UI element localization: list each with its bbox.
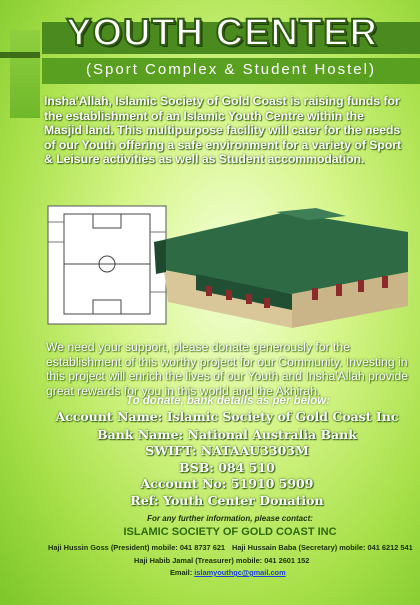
bank-name: Bank Name: National Australia Bank (97, 427, 357, 442)
intro-paragraph: Insha'Allah, Islamic Society of Gold Coast is raising funds for the establishment of an Islamic Youth Centre within the Masjid land. This multipurpose facility will cater for the needs of our Youth offering a safe environment for a variety of Sport & Leisure activities as well as Student accommodation. (44, 94, 402, 167)
email-link[interactable]: islamyouthgc@gmail.com (194, 568, 286, 577)
sports-hall (154, 208, 408, 328)
bsb-number: BSB: 084 510 (179, 460, 275, 475)
contact-treasurer: Haji Habib Jamal (Treasurer) mobile: 041 2601 152 (134, 556, 310, 565)
appeal-paragraph: We need your support, please donate generously for the establishment of this worthy project for our Community. Investing in this project will enrich the lives of our Youth and Insha'Allah provide great rewards for you in this world and the Akhirah. (46, 340, 409, 398)
floor-plan (48, 206, 166, 324)
contact-president: Haji Hussin Goss (President) mobile: 041 8737 621 (48, 543, 226, 552)
donate-heading: To donate, bank details as per below: (125, 395, 331, 407)
account-number: Account No: 51910 5909 (140, 476, 314, 491)
payment-reference: Ref: Youth Center Donation (130, 493, 324, 508)
organisation-name: ISLAMIC SOCIETY OF GOLD COAST INC (123, 526, 337, 538)
email-row (170, 568, 286, 577)
contact-heading: For any further information, please contact: (147, 514, 313, 523)
swift-code: SWIFT: NATAAU3303M (145, 443, 309, 458)
page-title: YOUTH CENTER (66, 12, 378, 54)
decorative-bar (10, 30, 40, 118)
contact-secretary: Haji Hussain Baba (Secretary) mobile: 041 6212 541 (232, 543, 413, 552)
building-illustration (46, 202, 416, 338)
account-name: Account Name: Islamic Society of Gold Coast Inc (55, 409, 399, 424)
email-label: Email: (170, 568, 193, 577)
decorative-bar-dark (0, 52, 40, 58)
page-subtitle: (Sport Complex & Student Hostel) (86, 61, 376, 78)
